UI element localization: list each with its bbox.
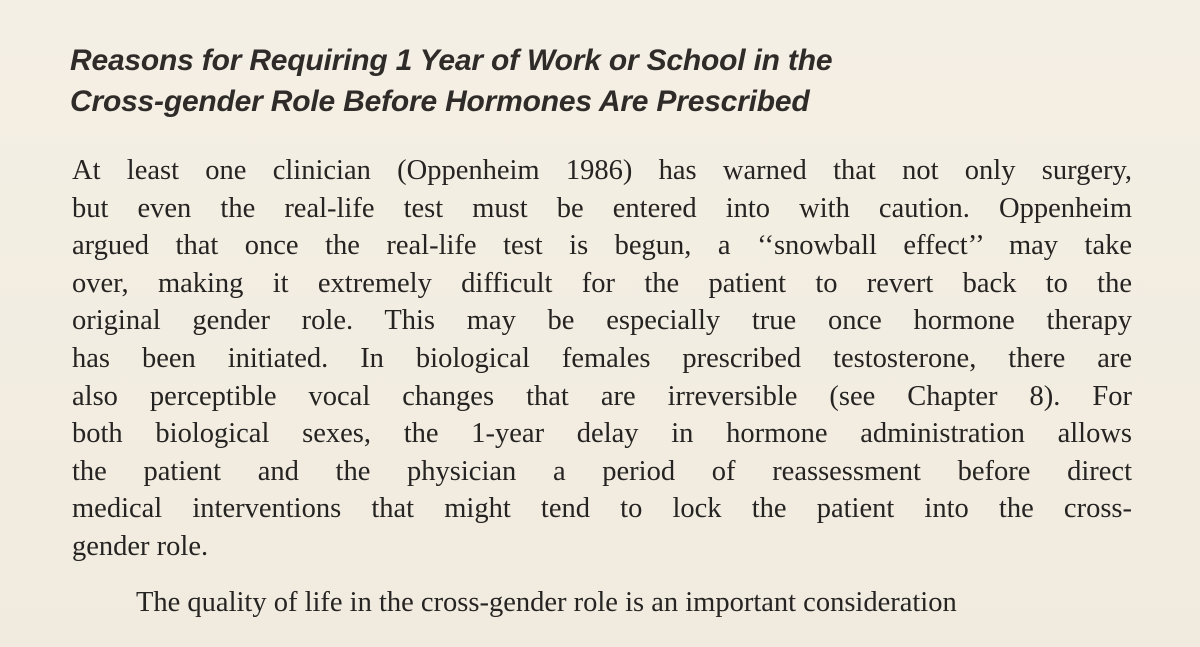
next-paragraph-text: The quality of life in the cross-gender role is an important consideration bbox=[136, 586, 957, 618]
section-heading-line-2: Cross-gender Role Before Hormones Are Prescribed bbox=[70, 85, 810, 118]
paragraph-line: argued that once the real-life test is begun, a ‘‘snowball effect’’ may take bbox=[72, 230, 1132, 262]
paragraph-line: but even the real-life test must be entered into with caution. Oppenheim bbox=[72, 192, 1132, 224]
next-paragraph-cut-line bbox=[72, 566, 1132, 618]
paragraph-line: the patient and the physician a period of reassessment before direct bbox=[72, 455, 1132, 487]
paragraph-line: both biological sexes, the 1-year delay in hormone administration allows bbox=[72, 418, 1132, 450]
paragraph-line: has been initiated. In biological females prescribed testosterone, there are bbox=[72, 342, 1132, 374]
paragraph-line: gender role. bbox=[72, 530, 209, 562]
body-paragraph bbox=[72, 152, 1132, 618]
paragraph-line: also perceptible vocal changes that are irreversible (see Chapter 8). For bbox=[72, 380, 1132, 412]
paragraph-line: original gender role. This may be especially true once hormone therapy bbox=[72, 305, 1132, 337]
section-heading bbox=[70, 40, 1170, 122]
paragraph-line: over, making it extremely difficult for the patient to revert back to the bbox=[72, 267, 1132, 299]
paragraph-line: At least one clinician (Oppenheim 1986) has warned that not only surgery, bbox=[72, 155, 1132, 186]
section-heading-line-1: Reasons for Requiring 1 Year of Work or School in the bbox=[70, 44, 833, 77]
paragraph-line: medical interventions that might tend to lock the patient into the cross- bbox=[72, 493, 1132, 525]
